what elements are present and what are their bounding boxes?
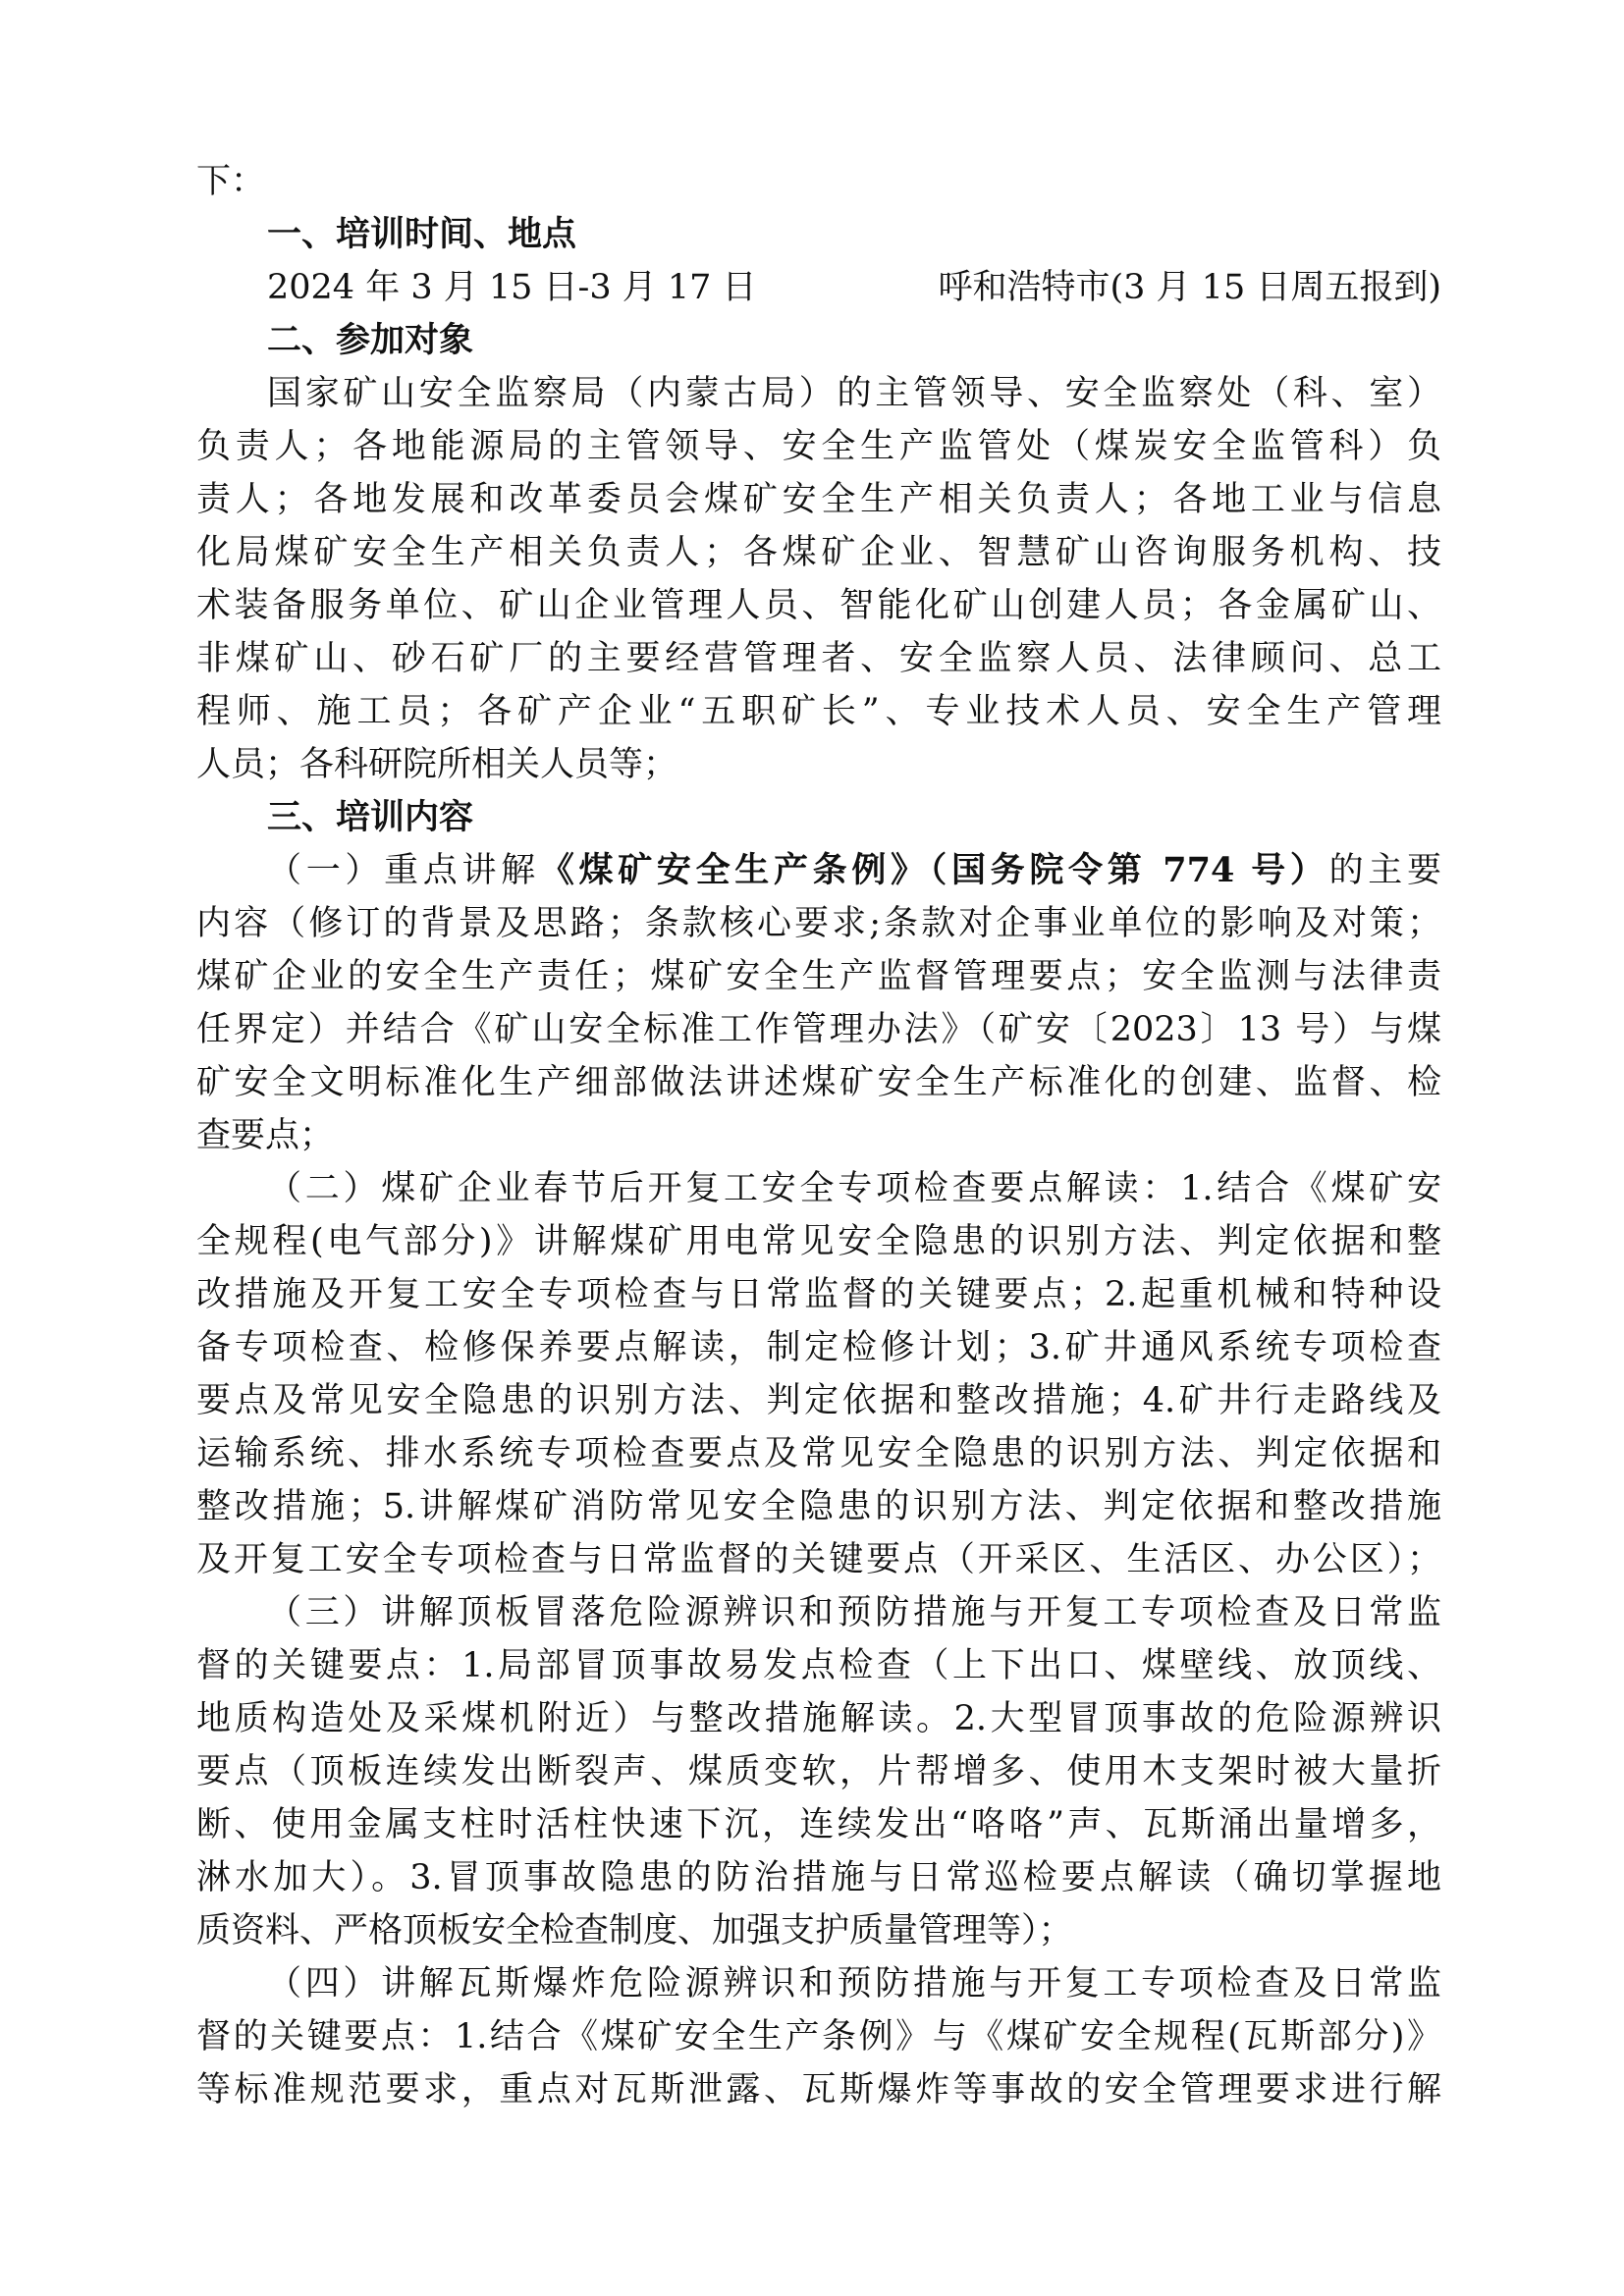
item1-line: 任界定）并结合《矿山安全标准工作管理办法》（矿安〔2023〕13 号）与煤 — [196, 1010, 1441, 1049]
item1-suffix: 的主要 — [1328, 851, 1441, 890]
item1-line: 查要点； — [196, 1116, 335, 1155]
section2-line: 负责人；各地能源局的主管领导、安全生产监管处（煤炭安全监管科）负 — [196, 427, 1441, 466]
training-time: 2024 年 3 月 15 日-3 月 17 日 — [267, 268, 757, 307]
item3-line: （三）讲解顶板冒落危险源辨识和预防措施与开复工专项检查及日常监 — [267, 1593, 1441, 1632]
item3-line: 质资料、严格顶板安全检查制度、加强支护质量管理等）； — [196, 1911, 1073, 1950]
item2-line: 整改措施；5.讲解煤矿消防常见安全隐患的识别方法、判定依据和整改措施 — [196, 1487, 1441, 1526]
training-place: 呼和浩特市(3 月 15 日周五报到) — [938, 268, 1441, 307]
section2-line: 国家矿山安全监察局（内蒙古局）的主管领导、安全监察处（科、室） — [267, 374, 1441, 413]
item1-prefix: （一）重点讲解 — [267, 851, 540, 890]
section2-line: 人员；各科研院所相关人员等； — [196, 745, 678, 784]
item2-line: 全规程(电气部分)》讲解煤矿用电常见安全隐患的识别方法、判定依据和整 — [196, 1222, 1441, 1261]
item2-line: 运输系统、排水系统专项检查要点及常见安全隐患的识别方法、判定依据和 — [196, 1434, 1441, 1473]
item2-line: 备专项检查、检修保养要点解读，制定检修计划；3.矿井通风系统专项检查 — [196, 1328, 1441, 1367]
item1-first-line — [196, 844, 1441, 897]
section2-heading: 二、参加对象 — [267, 321, 474, 360]
intro-tail: 下： — [196, 162, 266, 201]
item3-line: 断、使用金属支柱时活柱快速下沉，连续发出“咯咯”声、瓦斯涌出量增多， — [196, 1805, 1441, 1844]
section3-heading: 三、培训内容 — [267, 798, 474, 837]
item2-line: 改措施及开复工安全专项检查与日常监督的关键要点；2.起重机械和特种设 — [196, 1275, 1441, 1314]
section2-line: 非煤矿山、砂石矿厂的主要经营管理者、安全监察人员、法律顾问、总工 — [196, 639, 1441, 678]
section2-line: 术装备服务单位、矿山企业管理人员、智能化矿山创建人员；各金属矿山、 — [196, 586, 1441, 625]
item4-line: 督的关键要点：1.结合《煤矿安全生产条例》与《煤矿安全规程(瓦斯部分)》 — [196, 2017, 1441, 2056]
section2-line: 程师、施工员；各矿产企业“五职矿长”、专业技术人员、安全生产管理 — [196, 692, 1441, 731]
section1-heading: 一、培训时间、地点 — [267, 215, 577, 254]
item4-line: 等标准规范要求，重点对瓦斯泄露、瓦斯爆炸等事故的安全管理要求进行解 — [196, 2070, 1441, 2109]
training-time-place — [196, 261, 1441, 314]
item3-line: 淋水加大）。3.冒顶事故隐患的防治措施与日常巡检要点解读（确切掌握地 — [196, 1858, 1441, 1897]
item2-line: 及开复工安全专项检查与日常监督的关键要点（开采区、生活区、办公区）； — [196, 1540, 1441, 1579]
item2-line: 要点及常见安全隐患的识别方法、判定依据和整改措施；4.矿井行走路线及 — [196, 1381, 1441, 1420]
document-page — [196, 155, 1441, 2116]
section2-line: 化局煤矿安全生产相关负责人；各煤矿企业、智慧矿山咨询服务机构、技 — [196, 533, 1441, 572]
item3-line: 要点（顶板连续发出断裂声、煤质变软，片帮增多、使用木支架时被大量折 — [196, 1752, 1441, 1791]
item1-line: 煤矿企业的安全生产责任；煤矿安全生产监督管理要点；安全监测与法律责 — [196, 957, 1441, 996]
item1-regulation-title: 《煤矿安全生产条例》（国务院令第 774 号） — [539, 850, 1329, 890]
item1-line: 矿安全文明标准化生产细部做法讲述煤矿安全生产标准化的创建、监督、检 — [196, 1063, 1441, 1102]
item2-line: （二）煤矿企业春节后开复工安全专项检查要点解读：1.结合《煤矿安 — [267, 1169, 1441, 1208]
item4-line: （四）讲解瓦斯爆炸危险源辨识和预防措施与开复工专项检查及日常监 — [267, 1964, 1441, 2003]
item3-line: 督的关键要点：1.局部冒顶事故易发点检查（上下出口、煤壁线、放顶线、 — [196, 1646, 1441, 1685]
item3-line: 地质构造处及采煤机附近）与整改措施解读。2.大型冒顶事故的危险源辨识 — [196, 1699, 1441, 1738]
item1-line: 内容（修订的背景及思路；条款核心要求;条款对企事业单位的影响及对策； — [196, 904, 1441, 943]
section2-line: 责人；各地发展和改革委员会煤矿安全生产相关负责人；各地工业与信息 — [196, 480, 1441, 519]
